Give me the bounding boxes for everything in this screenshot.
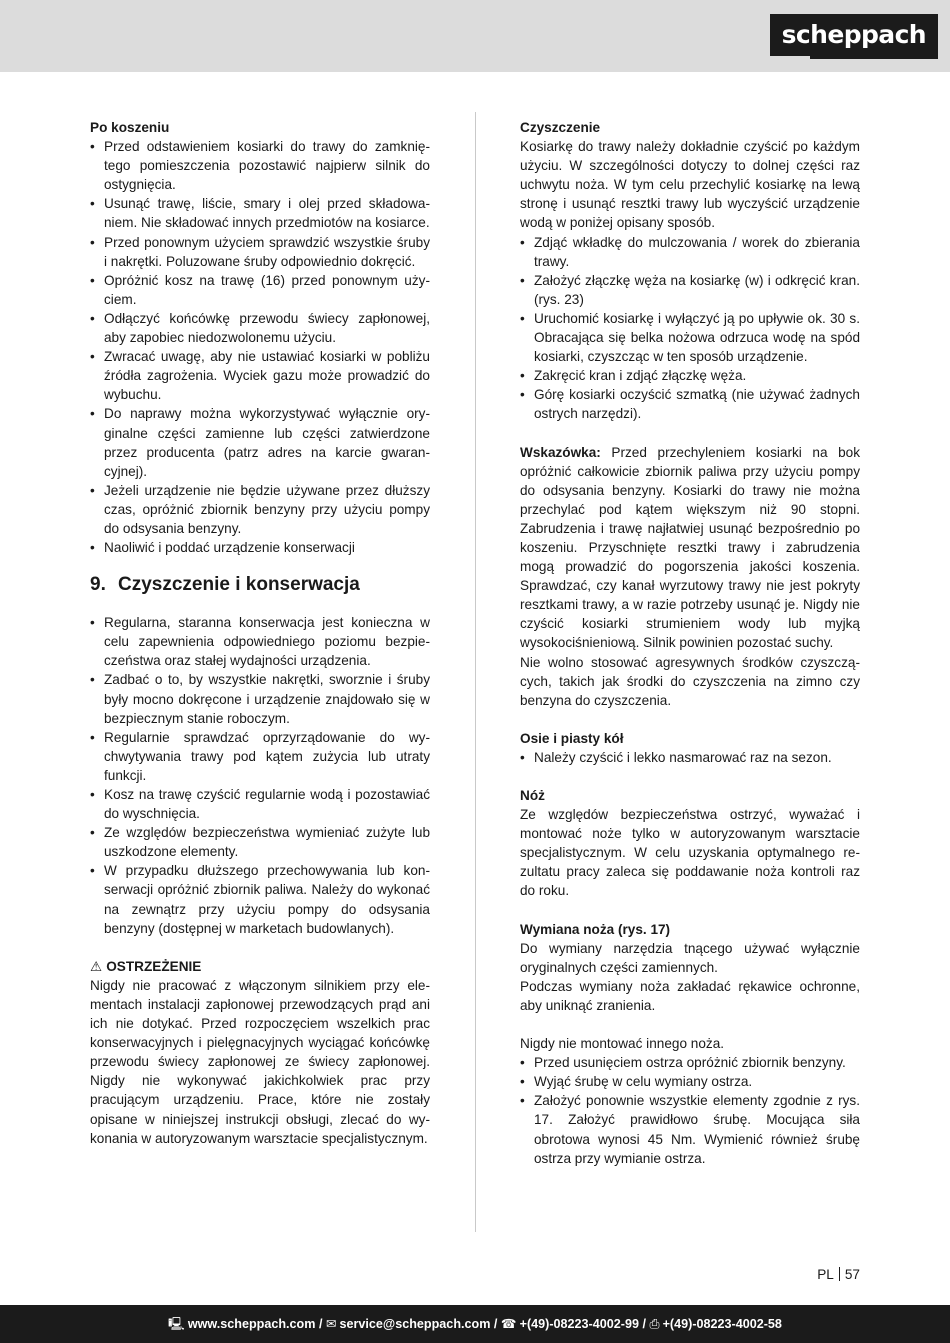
footer-bar — [0, 1305, 950, 1343]
warning-heading — [90, 957, 430, 976]
footer-separator: / — [638, 1317, 650, 1331]
maintenance-list — [90, 613, 430, 938]
section-title — [90, 573, 430, 597]
list-item: • Usunąć trawę, liście, smary i olej przed składowaniem. Nie składować innych przedmiotów na kosiarce. — [90, 194, 430, 232]
list-item: • Zadbać o to, by wszystkie nakrętki, sworznie i śruby były mocno dokręcone i urządzenie znajdowało się w bezpiecznym stanie roboczym. — [90, 670, 430, 727]
knife-text: Ze względów bezpieczeństwa ostrzyć, wyważać i montować noże tylko w autoryzowanym warsztacie specjalistycznym. W celu uzyskania optymalnego rezultatu pracy zaleca się poddawanie noża kontroli raz do roku. — [520, 807, 860, 899]
axles-heading: Osie i piasty kół — [520, 730, 624, 746]
right-column — [520, 118, 860, 1168]
fax-icon: ⎙ — [649, 1317, 660, 1331]
section-number: 9. — [90, 574, 106, 596]
cleaning-text: Kosiarkę do trawy należy dokładnie czyścić po każdym użyciu. W szczególności dotyczy to dolnej części raz uchwytu noża. W tym celu przechylić kosiarkę na lewą stronę i usunąć resztki trawy lub wyczyścić urządzenie wodą w poniżej opisany sposób. — [520, 139, 860, 231]
list-item: • Należy czyścić i lekko nasmarować raz na sezon. — [520, 748, 860, 767]
list-item: • Górę kosiarki oczyścić szmatką (nie używać żadnych ostrych narzędzi). — [520, 385, 860, 423]
brand-logo: scheppach — [770, 14, 938, 56]
knife-heading: Nóż — [520, 788, 545, 803]
footer-email[interactable]: service@scheppach.com — [339, 1317, 491, 1331]
page-separator — [839, 1267, 840, 1281]
after-mowing-list — [90, 137, 430, 557]
warning-text: Nigdy nie pracować z włączonym silnikiem przy elementach instalacji zapłonowej przewodzących prąd ani ich nie dotykać. Przed rozpoczęciem wszelkich prac konserwacyjnych i pielęgnacyjnych wyciągać końcówkę przewodu świecy zapłonowej ze świecy zapłonowej. Nigdy nie wykonywać jakichkolwiek prac przy pracującym urządzeniu. Prace, które nie zostały opisane w niniejszej instrukcji obsługi, zlecać do wykonania w autoryzowanym warsztacie specjalistycznym. — [90, 977, 430, 1146]
footer-separator: / — [315, 1317, 326, 1331]
logo-underline — [810, 56, 938, 59]
list-item: • Założyć złączkę węża na kosiarkę (w) i odkręcić kran. (rys. 23) — [520, 271, 860, 309]
list-item: • Przed usunięciem ostrza opróżnić zbiornik benzyny. — [520, 1053, 860, 1072]
knife-replacement-heading: Wymiana noża (rys. 17) — [520, 921, 671, 937]
axles-list — [520, 748, 860, 767]
section-title-text: Czyszczenie i konserwacja — [118, 574, 360, 596]
list-item: • Kosz na trawę czyścić regularnie wodą i pozostawiać do wyschnięcia. — [90, 785, 430, 823]
list-item: • Zakręcić kran i zdjąć złączkę węża. — [520, 366, 860, 385]
footer-separator: / — [490, 1317, 501, 1331]
list-item: • Jeżeli urządzenie nie będzie używane przez dłuższy czas, opróżnić zbiornik benzyny przy użyciu pompy do odsysania benzyny. — [90, 481, 430, 538]
knife-replacement-text-3: Nigdy nie montować innego noża. — [520, 1036, 725, 1052]
page-number — [817, 1265, 860, 1284]
page-number-value: 57 — [844, 1267, 860, 1282]
tip-paragraph — [520, 443, 860, 653]
list-item: • Uruchomić kosiarkę i wyłączyć ją po upływie ok. 30 s. Obracająca się belka nożowa odrzuca wodę na spód kosiarki, czyszcząc w ten sposób urządzenie. — [520, 309, 860, 366]
list-item: • W przypadku dłuższego przechowywania lub konserwacji opróżnić zbiornik paliwa. Należy do wykonać na zewnątrz przy użyciu pompy do odsysania benzyny (dostępnej w marketach budowlanych). — [90, 861, 430, 937]
tip-label: Wskazówka: — [520, 444, 601, 460]
warning-title: OSTRZEŻENIE — [106, 958, 202, 974]
cleaning-heading: Czyszczenie — [520, 120, 601, 135]
warning-icon: ⚠ — [90, 958, 103, 974]
knife-replacement-list — [520, 1053, 860, 1168]
list-item: • Odłączyć końcówkę przewodu świecy zapłonowej, aby zapobiec niedozwolonemu użyciu. — [90, 309, 430, 347]
list-item: • Przed odstawieniem kosiarki do trawy do zamkniętego pomieszczenia pozostawić najpierw silnik do ostygnięcia. — [90, 137, 430, 194]
tip-text: Przed przechyleniem kosiarki na bok opróżnić całkowicie zbiornik paliwa przy użyciu pompy do odsysania benzyny. Kosiarki do trawy nie można przechylać pod kątem większym niż 90 stopni. Zabrudzenia i trawę najłatwiej usunąć bezpośrednio po koszeniu. Przyschnięte resztki trawy i zabrudzenia mogą prowadzić do pogorszenia jakości koszenia. Sprawdzać, czy kanał wyrzutowy trawy nie jest pokryty resztkami trawy, a w razie potrzeby usunąć je. Nigdy nie czyścić kosiarki strumieniem wody lub myjką wysokociśnieniową. Silnik powinien pozostać suchy. — [520, 444, 860, 651]
knife-replacement-text-2: Podczas wymiany noża zakładać rękawice ochronne, aby uniknąć zranienia. — [520, 978, 860, 1013]
left-column — [90, 118, 430, 1148]
list-item: • Ze względów bezpieczeństwa wymieniać zużyte lub uszkodzone elementy. — [90, 823, 430, 861]
page-language: PL — [817, 1267, 834, 1282]
list-item: • Opróżnić kosz na trawę (16) przed ponownym użyciem. — [90, 271, 430, 309]
list-item: • Naoliwić i poddać urządzenie konserwacji — [90, 538, 430, 557]
computer-icon: 🖳 — [168, 1317, 185, 1331]
phone-icon: ☎ — [500, 1317, 517, 1331]
after-mowing-heading: Po koszeniu — [90, 120, 170, 135]
email-icon: ✉ — [325, 1317, 337, 1331]
footer-phone: +(49)-08223-4002-99 — [519, 1317, 639, 1331]
list-item: • Zwracać uwagę, aby nie ustawiać kosiarki w pobliżu źródła zagrożenia. Wyciek gazu może prowadzić do wybuchu. — [90, 347, 430, 404]
list-item: • Przed ponownym użyciem sprawdzić wszystkie śruby i nakrętki. Poluzowane śruby odpowiednio dokręcić. — [90, 233, 430, 271]
list-item: • Regularna, staranna konserwacja jest konieczna w celu zapewnienia odpowiedniego poziomu bezpieczeństwa oraz stałej wydajności urządzenia. — [90, 613, 430, 670]
footer-fax: +(49)-08223-4002-58 — [662, 1317, 782, 1331]
footer-website[interactable]: www.scheppach.com — [187, 1317, 316, 1331]
list-item: • Założyć ponownie wszystkie elementy zgodnie z rys. 17. Założyć prawidłowo śrubę. Mocująca siła obrotowa wynosi 45 Nm. Wymienić również śrubę ostrza przy wymianie ostrza. — [520, 1091, 860, 1167]
list-item: • Zdjąć wkładkę do mulczowania / worek do zbierania trawy. — [520, 233, 860, 271]
cleaning-list — [520, 233, 860, 424]
tip-text-2: Nie wolno stosować agresywnych środków czyszczących, takich jak środki do czyszczenia na zimno czy benzyna do czyszczenia. — [520, 654, 860, 708]
list-item: • Wyjąć śrubę w celu wymiany ostrza. — [520, 1072, 860, 1091]
list-item: • Regularnie sprawdzać oprzyrządowanie do wychwytywania trawy pod kątem zużycia lub utraty funkcji. — [90, 728, 430, 785]
list-item: • Do naprawy można wykorzystywać wyłącznie oryginalne części zamienne lub części zatwierdzone przez producenta (patrz adres na karcie gwarancyjnej). — [90, 404, 430, 480]
column-divider — [475, 112, 476, 1232]
knife-replacement-text-1: Do wymiany narzędzia tnącego używać wyłącznie oryginalnych części zamiennych. — [520, 940, 860, 975]
